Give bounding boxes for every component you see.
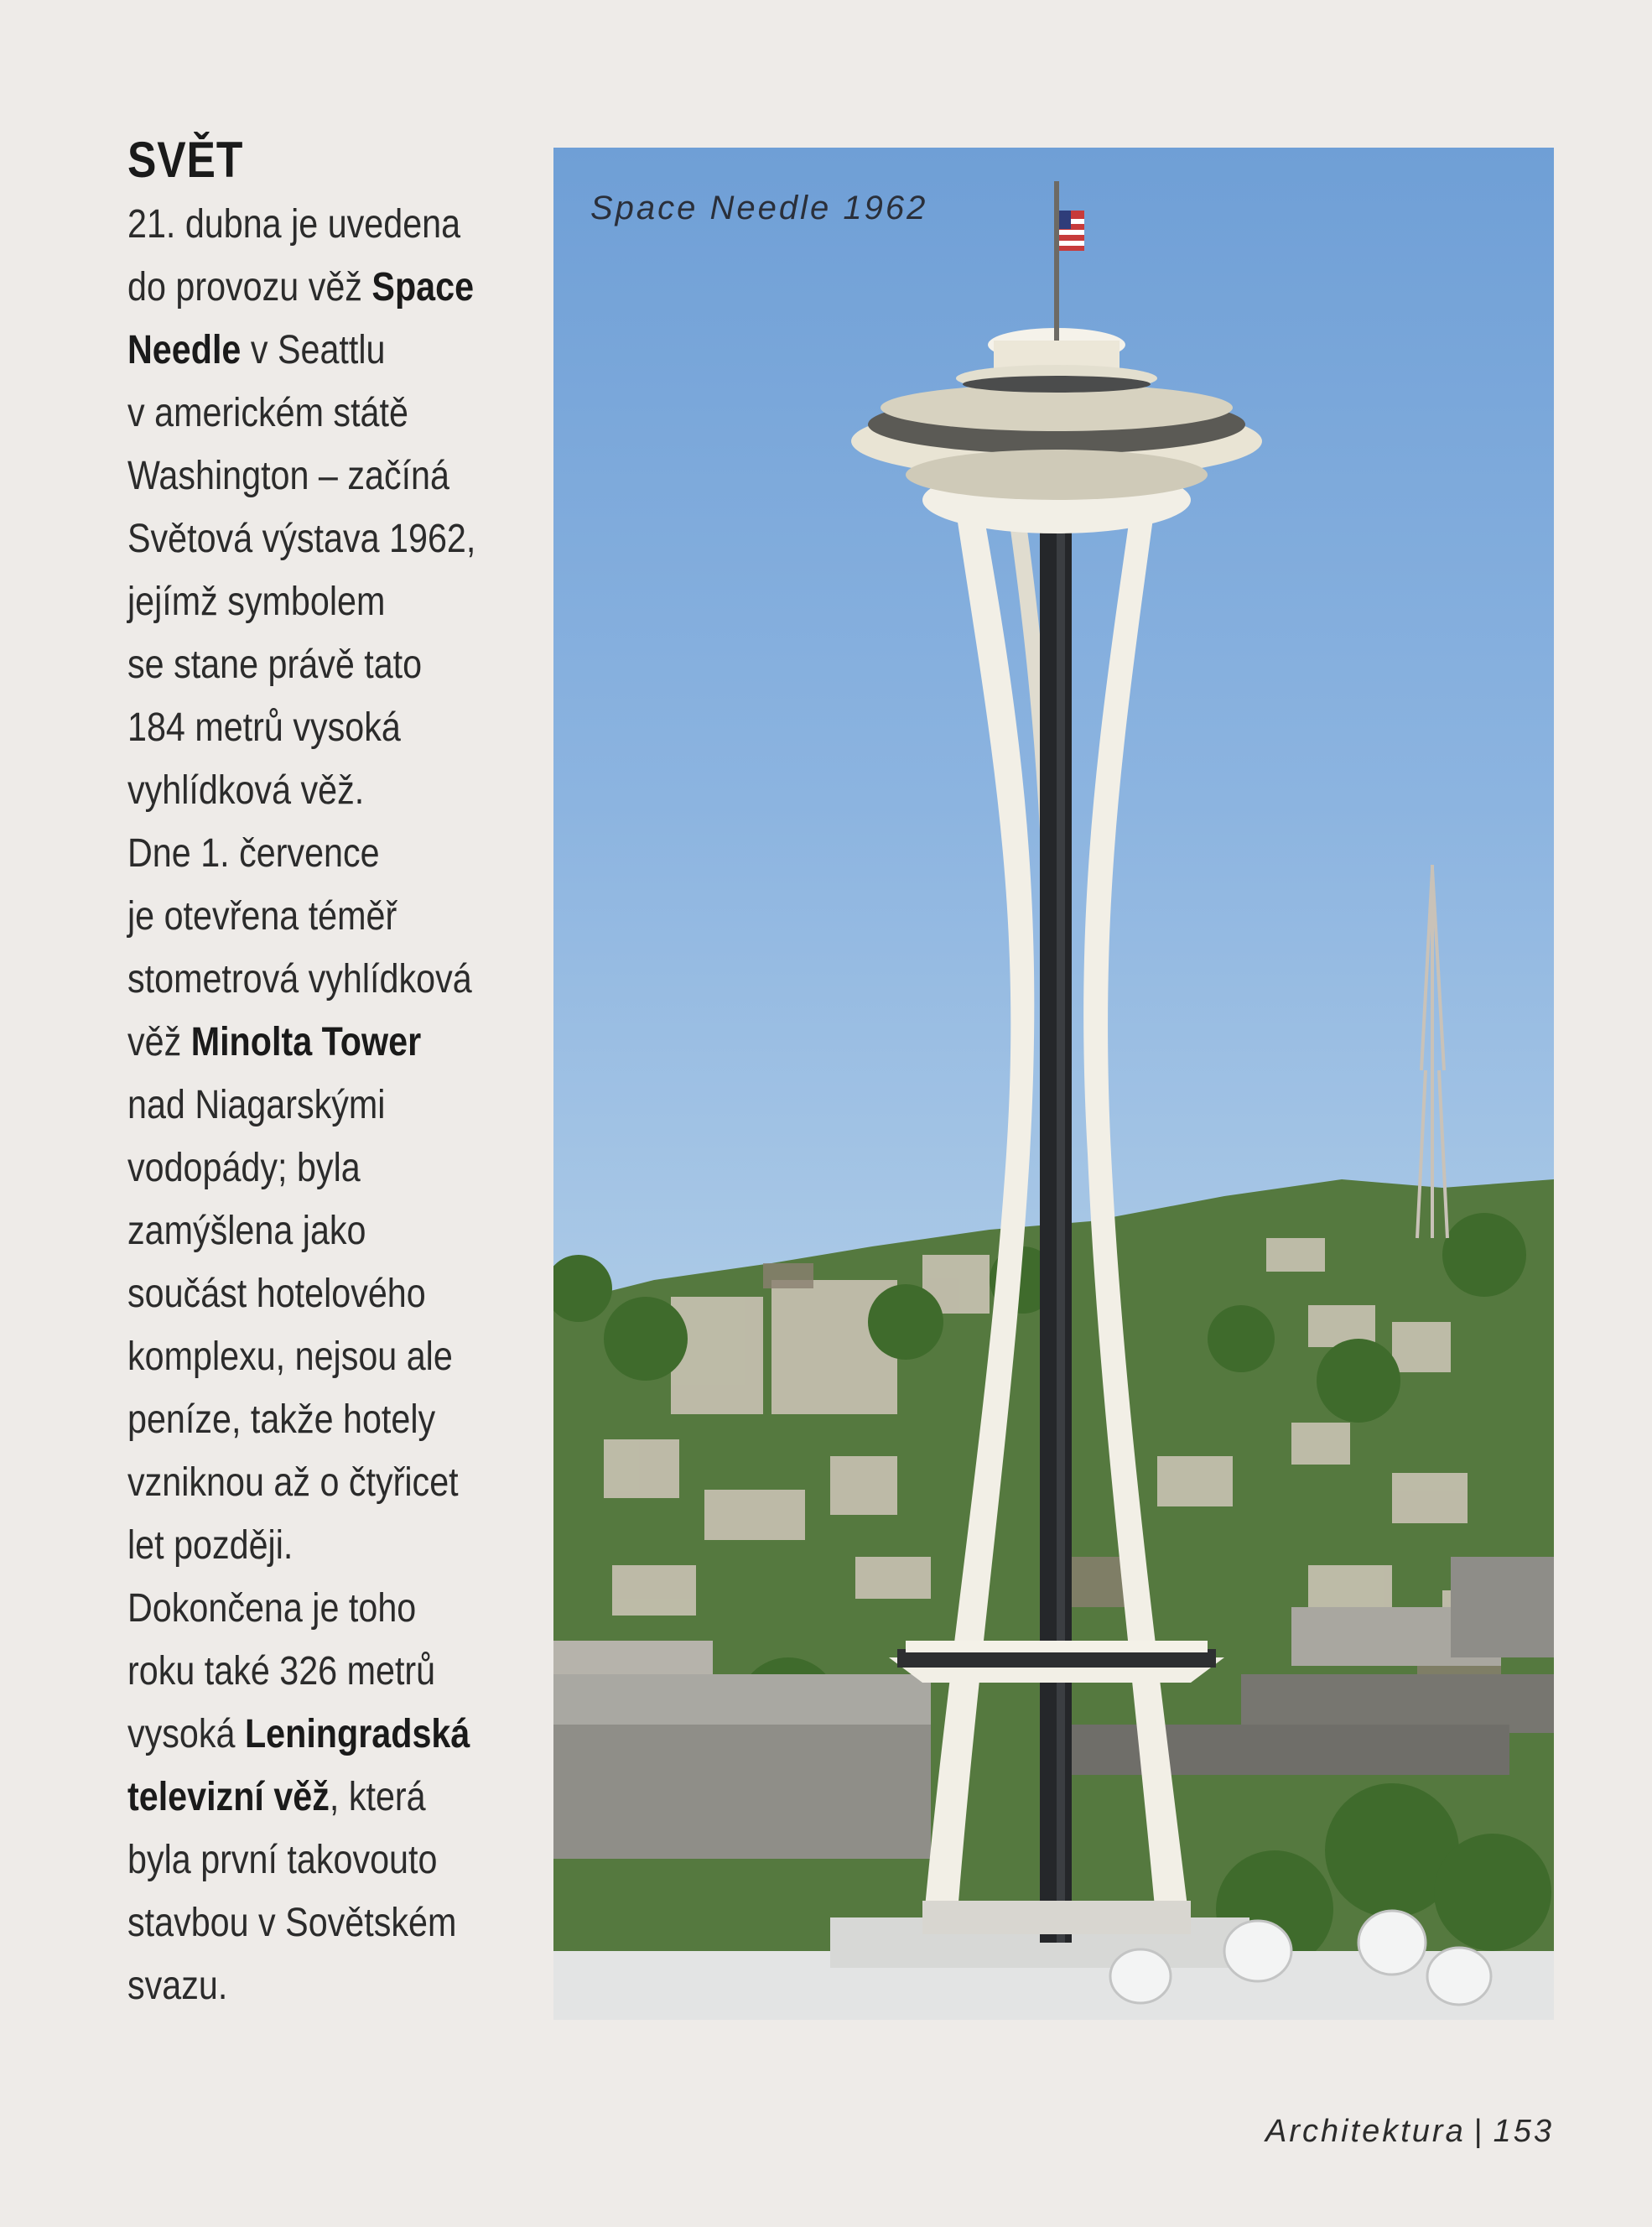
text-segment: svazu. xyxy=(127,1964,228,2008)
paragraph-line xyxy=(127,1829,532,1891)
space-needle-photo xyxy=(553,148,1554,2020)
paragraph-line xyxy=(127,1891,532,1954)
text-segment: je otevřena téměř xyxy=(127,894,397,939)
paragraph-line xyxy=(127,1199,532,1262)
text-segment: roku také 326 metrů xyxy=(127,1649,436,1694)
space-needle-illustration xyxy=(553,148,1554,2020)
text-segment: se stane právě tato xyxy=(127,643,423,687)
bold-term: Space xyxy=(371,265,475,310)
text-segment: nad Niagarskými xyxy=(127,1083,386,1127)
text-segment: 184 metrů vysoká xyxy=(127,705,401,750)
text-segment: komplexu, nejsou ale xyxy=(127,1335,453,1379)
text-segment: vysoká xyxy=(127,1712,245,1756)
text-segment: jejímž symbolem xyxy=(127,580,386,624)
text-segment: stavbou v Sovětském xyxy=(127,1901,457,1945)
bold-term: Minolta Tower xyxy=(190,1020,422,1064)
text-segment: byla první takovouto xyxy=(127,1838,438,1882)
paragraph-line xyxy=(127,1388,532,1451)
paragraph-line xyxy=(127,1451,532,1514)
text-segment: stometrová vyhlídková xyxy=(127,957,472,1002)
paragraph-line xyxy=(127,319,532,382)
paragraph-line xyxy=(127,507,532,570)
paragraph-line xyxy=(127,1640,532,1703)
text-segment: Washington – začíná xyxy=(127,454,449,498)
text-segment: věž xyxy=(127,1020,191,1064)
paragraph-line xyxy=(127,570,532,633)
text-segment: zamýšlena jako xyxy=(127,1209,366,1253)
body-paragraph xyxy=(127,193,532,2017)
footer-section-name: Architektura xyxy=(1265,2114,1466,2149)
bold-term: Needle xyxy=(127,328,242,372)
text-segment: Dokončena je toho xyxy=(127,1586,417,1631)
text-segment: v Seattlu xyxy=(241,328,386,372)
text-segment: součást hotelového xyxy=(127,1272,426,1316)
text-segment: do provozu věž xyxy=(127,265,372,310)
paragraph-line xyxy=(127,382,532,445)
page-footer xyxy=(1265,2114,1554,2150)
paragraph-line xyxy=(127,256,532,319)
paragraph-line xyxy=(127,1577,532,1640)
paragraph-line xyxy=(127,1074,532,1137)
bold-term: Leningradská xyxy=(244,1712,470,1756)
paragraph-line xyxy=(127,1262,532,1325)
text-segment: vodopády; byla xyxy=(127,1146,361,1190)
text-column xyxy=(127,133,530,2017)
text-segment: vzniknou až o čtyřicet xyxy=(127,1460,459,1505)
paragraph-line xyxy=(127,1766,532,1829)
paragraph-line xyxy=(127,193,532,256)
paragraph-line xyxy=(127,1514,532,1577)
text-segment: peníze, takže hotely xyxy=(127,1397,436,1442)
paragraph-line xyxy=(127,822,532,885)
text-segment: v americkém státě xyxy=(127,391,408,435)
paragraph-line xyxy=(127,633,532,696)
text-segment: vyhlídková věž. xyxy=(127,768,365,813)
footer-separator: | xyxy=(1473,2114,1485,2149)
text-segment: 21. dubna je uvedena xyxy=(127,202,461,247)
paragraph-line xyxy=(127,759,532,822)
bold-term: televizní věž xyxy=(127,1775,330,1819)
paragraph-line xyxy=(127,885,532,948)
section-heading: SVĚT xyxy=(127,132,244,188)
paragraph-line xyxy=(127,445,532,507)
paragraph-line xyxy=(127,1011,532,1074)
paragraph-line xyxy=(127,948,532,1011)
text-segment: Světová výstava 1962, xyxy=(127,517,476,561)
paragraph-line xyxy=(127,1325,532,1388)
paragraph-line xyxy=(127,696,532,759)
page-number: 153 xyxy=(1493,2114,1554,2149)
text-segment: Dne 1. července xyxy=(127,831,380,876)
photo-caption: Space Needle 1962 xyxy=(590,190,928,226)
text-segment: , která xyxy=(329,1775,426,1819)
paragraph-line xyxy=(127,1954,532,2017)
text-segment: let později. xyxy=(127,1523,294,1568)
paragraph-line xyxy=(127,1137,532,1199)
paragraph-line xyxy=(127,1703,532,1766)
